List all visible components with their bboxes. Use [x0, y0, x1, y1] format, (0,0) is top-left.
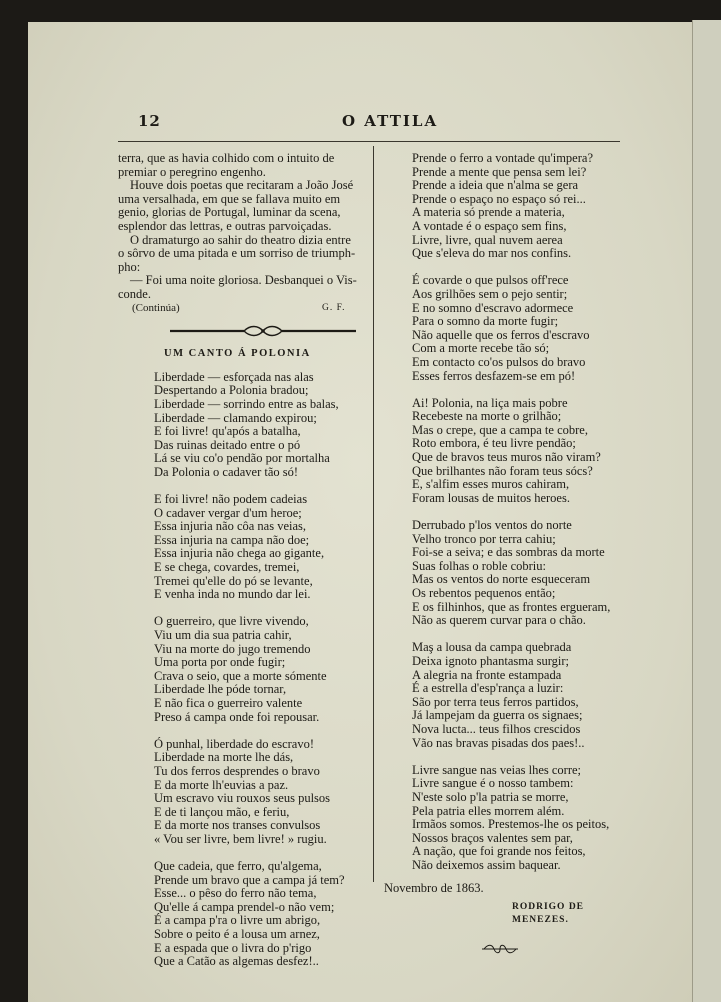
verse-line: Foram lousas de muitos heroes. — [412, 490, 570, 505]
verse-line: Que s'eleva do mar nos confins. — [412, 246, 572, 261]
adjacent-page-edge — [692, 20, 721, 1002]
right-column — [384, 152, 624, 957]
verse-line: Crava o seio, que a morte sómente — [154, 668, 327, 683]
verse-line: Qu'elle á campa prendel-o não vem; — [154, 899, 335, 914]
verse-line: Preso á campa onde foi repousar. — [154, 709, 320, 724]
prose-line: esplendor das lettras, e outras parvoiçadas. — [118, 218, 332, 233]
verse-line: É a campa p'ra o livre um abrigo, — [154, 913, 321, 928]
verse-line: Uma porta por onde fugir; — [154, 655, 286, 670]
verse-line: Tu dos ferros desprendes o bravo — [154, 763, 320, 778]
verse-line: Que de bravos teus muros não viram? — [412, 450, 601, 465]
poem-stanza — [384, 397, 624, 506]
verse-line: Derrubado p'los ventos do norte — [412, 518, 572, 533]
verse-line: E da morte lh'euvias a paz. — [154, 777, 289, 792]
verse-line: Aos grilhões sem o pejo sentir; — [412, 286, 568, 301]
verse-line: Prende a ideia que n'alma se gera — [412, 178, 579, 193]
poem-stanza — [118, 371, 370, 480]
verse-line: É covarde o que pulsos off'rece — [412, 273, 569, 288]
verse-line: Maş a lousa da campa quebrada — [412, 640, 572, 655]
verse-line: Mas os ventos do norte esqueceram — [412, 572, 591, 587]
verse-line: E da morte nos transes convulsos — [154, 818, 321, 833]
continua-label: (Continúa) — [132, 301, 180, 314]
verse-line: E a espada que o livra do p'rigo — [154, 940, 312, 955]
verse-line: O guerreiro, que livre vivendo, — [154, 614, 309, 629]
verse-line: Prende um bravo que a campa já tem? — [154, 872, 345, 887]
prose-line: conde. — [118, 286, 151, 301]
verse-line: Esse... o pêso do ferro não tema, — [154, 886, 317, 901]
verse-line: Já lampejam da guerra os signaes; — [412, 708, 583, 723]
verse-line: Deixa ignoto phantasma surgir; — [412, 653, 570, 668]
verse-line: Essa injuria na campa não doe; — [154, 532, 310, 547]
verse-line: Livre sangue nas veias lhes corre; — [412, 762, 582, 777]
poem-title: UM CANTO Á POLONIA — [164, 348, 311, 360]
verse-line: É a estrella d'esp'rança a luzir: — [412, 681, 564, 696]
verse-line: Esses ferros desfazem-se em pó! — [412, 368, 576, 383]
column-divider — [373, 146, 374, 882]
verse-line: Suas folhas o roble cobriu: — [412, 558, 547, 573]
verse-line: E os filhinhos, que as frontes ergueram, — [412, 599, 611, 614]
verse-line: Os rebentos pequenos então; — [412, 586, 556, 600]
verse-line: Para o somno da morte fugir; — [412, 314, 559, 329]
poem-stanza — [384, 274, 624, 383]
poem-stanza — [384, 641, 624, 750]
verse-line: Mas o crepe, que a campa te cobre, — [412, 422, 588, 437]
verse-line: Das ruinas deitado entre o pó — [154, 437, 301, 452]
verse-line: O cadaver vergar d'um heroe; — [154, 505, 302, 520]
verse-line: Liberdade na morte lhe dás, — [154, 750, 294, 765]
verse-line: Pela patria elles morrem além. — [412, 803, 565, 818]
poem-author: RODRIGO DE MENEZES. — [512, 901, 585, 926]
verse-line: Com a morte recebe tão só; — [412, 341, 550, 356]
running-title: O ATTILA — [342, 112, 439, 130]
prose-continuation — [118, 152, 370, 302]
author-initials: G. F. — [322, 302, 346, 313]
prose-line: terra, que as havia colhido com o intuito de — [118, 151, 335, 165]
prose-line: O dramaturgo ao sahir do theatro dizia entre — [130, 232, 351, 247]
verse-line: Recebeste na morte o grilhão; — [412, 409, 562, 424]
verse-line: N'este solo p'la patria se morre, — [412, 789, 569, 804]
verse-line: Viu na morte do jugo tremendo — [154, 641, 311, 656]
verse-line: E foi livre! não podem cadeias — [154, 492, 308, 507]
verse-line: Sobre o peito é a lousa um arnez, — [154, 927, 320, 942]
verse-line: Em contacto co'os pulsos do bravo — [412, 354, 586, 369]
verse-line: Irmãos somos. Prestemos-lhe os peitos, — [412, 817, 610, 832]
prose-line: o sôrvo de uma pitada e um sorriso de triumph- — [118, 246, 356, 261]
verse-line: Liberdade — clamando expirou; — [154, 410, 317, 425]
verse-line: Não as querem curvar para o chão. — [412, 613, 586, 628]
verse-line: Liberdade — sorrindo entre as balas, — [154, 396, 339, 411]
verse-line: Liberdade lhe póde tornar, — [154, 682, 287, 697]
verse-line: Que brilhantes não foram teus sócs? — [412, 463, 593, 478]
prose-line: Houve dois poetas que recitaram a João José — [130, 178, 354, 193]
end-ornament — [480, 944, 520, 954]
verse-line: Tremei qu'elle do pó se levante, — [154, 573, 313, 588]
poem-stanza — [384, 152, 624, 261]
left-column — [118, 152, 370, 982]
verse-line: Nossos braços valentes sem par, — [412, 830, 573, 845]
verse-line: A vontade é o espaço sem fins, — [412, 218, 567, 233]
verse-line: Ó punhal, liberdade do escravo! — [154, 736, 315, 751]
verse-line: Essa injuria não côa nas veias, — [154, 519, 307, 534]
verse-line: Vão nas bravas pisadas dos paes!.. — [412, 735, 585, 750]
poem-stanza — [384, 764, 624, 873]
verse-line: Não aquelle que os ferros d'escravo — [412, 327, 590, 342]
verse-line: Prende o espaço no espaço só rei... — [412, 191, 586, 206]
page-number: 12 — [138, 112, 161, 130]
verse-line: E se chega, covardes, tremei, — [154, 560, 300, 575]
prose-line: uma versalhada, em que se fallava muito em — [118, 191, 341, 206]
verse-line: A nação, que foi grande nos feitos, — [412, 844, 586, 859]
verse-line: Livre, livre, qual nuvem aerea — [412, 232, 563, 247]
prose-line: genio, glorias de Portugal, luminar da scena, — [118, 205, 341, 220]
continuation-signoff — [118, 302, 370, 316]
verse-line: Despertando a Polonia bradou; — [154, 383, 309, 398]
verse-line: Essa injuria não chega ao gigante, — [154, 546, 325, 561]
poem-date: Novembro de 1863. — [384, 881, 484, 896]
verse-line: Livre sangue é o nosso tambem: — [412, 776, 574, 791]
verse-line: A alegria na fronte estampada — [412, 667, 562, 682]
verse-line: E no somno d'escravo adormece — [412, 300, 574, 315]
poem-stanza — [118, 493, 370, 602]
verse-line: Que a Catão as algemas desfez!.. — [154, 954, 319, 969]
poem-stanza — [118, 738, 370, 847]
prose-line: — Foi uma noite gloriosa. Desbanquei o Vis- — [130, 273, 357, 288]
verse-line: Não deixemos assim baquear. — [412, 857, 561, 872]
prose-line: pho: — [118, 259, 141, 274]
ornamental-divider — [170, 324, 356, 338]
verse-line: Roto embora, é teu livre pendão; — [412, 436, 576, 451]
verse-line: Velho tronco por terra cahiu; — [412, 531, 556, 546]
verse-line: Que cadeia, que ferro, qu'algema, — [154, 859, 322, 874]
verse-line: Ai! Polonia, na liça mais pobre — [412, 395, 568, 410]
prose-line: premiar o peregrino engenho. — [118, 164, 266, 179]
verse-line: E venha inda no mundo dar lei. — [154, 587, 311, 602]
verse-line: São por terra teus ferros partidos, — [412, 694, 579, 709]
verse-line: Prende o ferro a vontade qu'impera? — [412, 151, 593, 165]
verse-line: Viu um dia sua patria cahir, — [154, 628, 292, 642]
verse-line: « Vou ser livre, bem livre! » rugiu. — [154, 831, 327, 846]
poem-stanza — [118, 615, 370, 724]
verse-line: E, s'alfim esses muros cahiram, — [412, 477, 570, 492]
header-rule — [118, 141, 620, 142]
verse-line: Prende a mente que pensa sem lei? — [412, 164, 587, 179]
poem-stanza — [384, 519, 624, 628]
verse-line: Da Polonia o cadaver tão só! — [154, 464, 299, 479]
verse-line: A materia só prende a materia, — [412, 205, 565, 220]
verse-line: E não fica o guerreiro valente — [154, 695, 303, 710]
verse-line: Foi-se a seiva; e das sombras da morte — [412, 545, 605, 560]
verse-line: E de ti lançou mão, e feriu, — [154, 804, 290, 819]
verse-line: Um escravo viu rouxos seus pulsos — [154, 791, 331, 806]
verse-line: Nova lucta... teus filhos crescidos — [412, 721, 581, 736]
verse-line: Liberdade — esforçada nas alas — [154, 369, 314, 384]
verse-line: Lá se viu co'o pendão por mortalha — [154, 451, 330, 466]
verse-line: E foi livre! qu'após a batalha, — [154, 424, 301, 439]
poem-stanza — [118, 860, 370, 969]
